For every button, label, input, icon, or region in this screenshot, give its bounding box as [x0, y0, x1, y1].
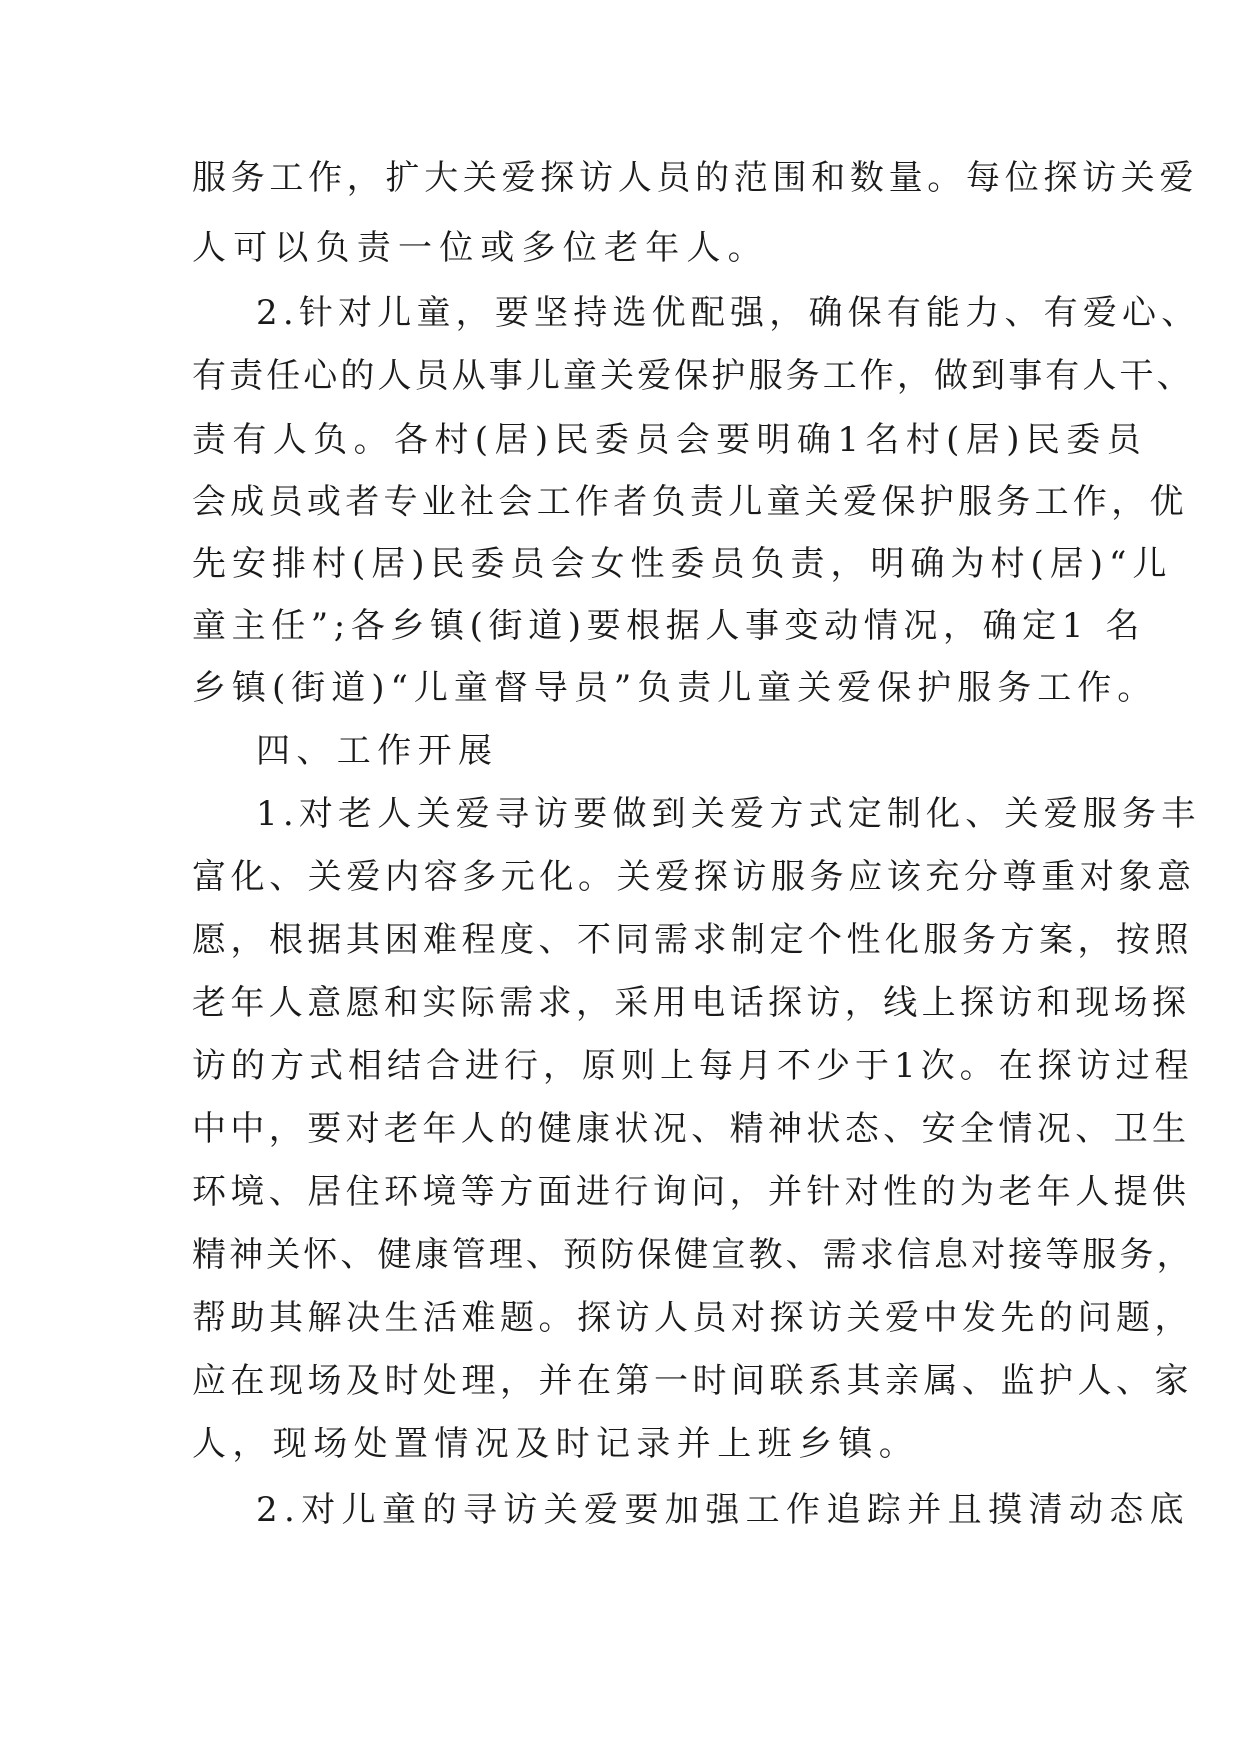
- paragraph-line: 愿，根据其困难程度、不同需求制定个性化服务方案，按照: [192, 920, 1193, 960]
- paragraph-line: 精神关怀、健康管理、预防保健宣教、需求信息对接等服务，: [192, 1235, 1194, 1275]
- paragraph-line: 会成员或者专业社会工作者负责儿童关爱保护服务工作，优: [192, 482, 1188, 522]
- paragraph-line: 1.对老人关爱寻访要做到关爱方式定制化、关爱服务丰: [256, 794, 1201, 834]
- paragraph-line: 人可以负责一位或多位老年人。: [192, 228, 769, 268]
- paragraph-line: 人，现场处置情况及时记录并上班乡镇。: [192, 1424, 920, 1464]
- paragraph-line: 服务工作，扩大关爱探访人员的范围和数量。每位探访关爱: [192, 158, 1199, 198]
- paragraph-line: 帮助其解决生活难题。探访人员对探访关爱中发先的问题，: [192, 1298, 1193, 1338]
- section-heading: 四、工作开展: [256, 731, 499, 771]
- paragraph-line: 童主任”;各乡镇(街道)要根据人事变动情况，确定1 名: [192, 606, 1146, 646]
- paragraph-line: 富化、关爱内容多元化。关爱探访服务应该充分尊重对象意: [192, 857, 1196, 897]
- paragraph-line: 应在现场及时处理，并在第一时间联系其亲属、监护人、家: [192, 1361, 1193, 1401]
- paragraph-line: 老年人意愿和实际需求，采用电话探访，线上探访和现场探: [192, 983, 1191, 1023]
- paragraph-line: 责有人负。各村(居)民委员会要明确1名村(居)民委员: [192, 420, 1148, 460]
- paragraph-line: 环境、居住环境等方面进行询问，并针对性的为老年人提供: [192, 1172, 1191, 1212]
- paragraph-line: 乡镇(街道)“儿童督导员”负责儿童关爱保护服务工作。: [192, 668, 1158, 708]
- paragraph-line: 先安排村(居)民委员会女性委员负责，明确为村(居)“儿: [192, 544, 1173, 584]
- paragraph-line: 有责任心的人员从事儿童关爱保护服务工作，做到事有人干、: [192, 356, 1194, 396]
- paragraph-line: 访的方式相结合进行，原则上每月不少于1次。在探访过程: [192, 1046, 1194, 1086]
- paragraph-line: 中中，要对老年人的健康状况、精神状态、安全情况、卫生: [192, 1109, 1191, 1149]
- paragraph-line: 2.针对儿童，要坚持选优配强，确保有能力、有爱心、: [256, 293, 1201, 333]
- paragraph-line: 2.对儿童的寻访关爱要加强工作追踪并且摸清动态底: [256, 1490, 1191, 1530]
